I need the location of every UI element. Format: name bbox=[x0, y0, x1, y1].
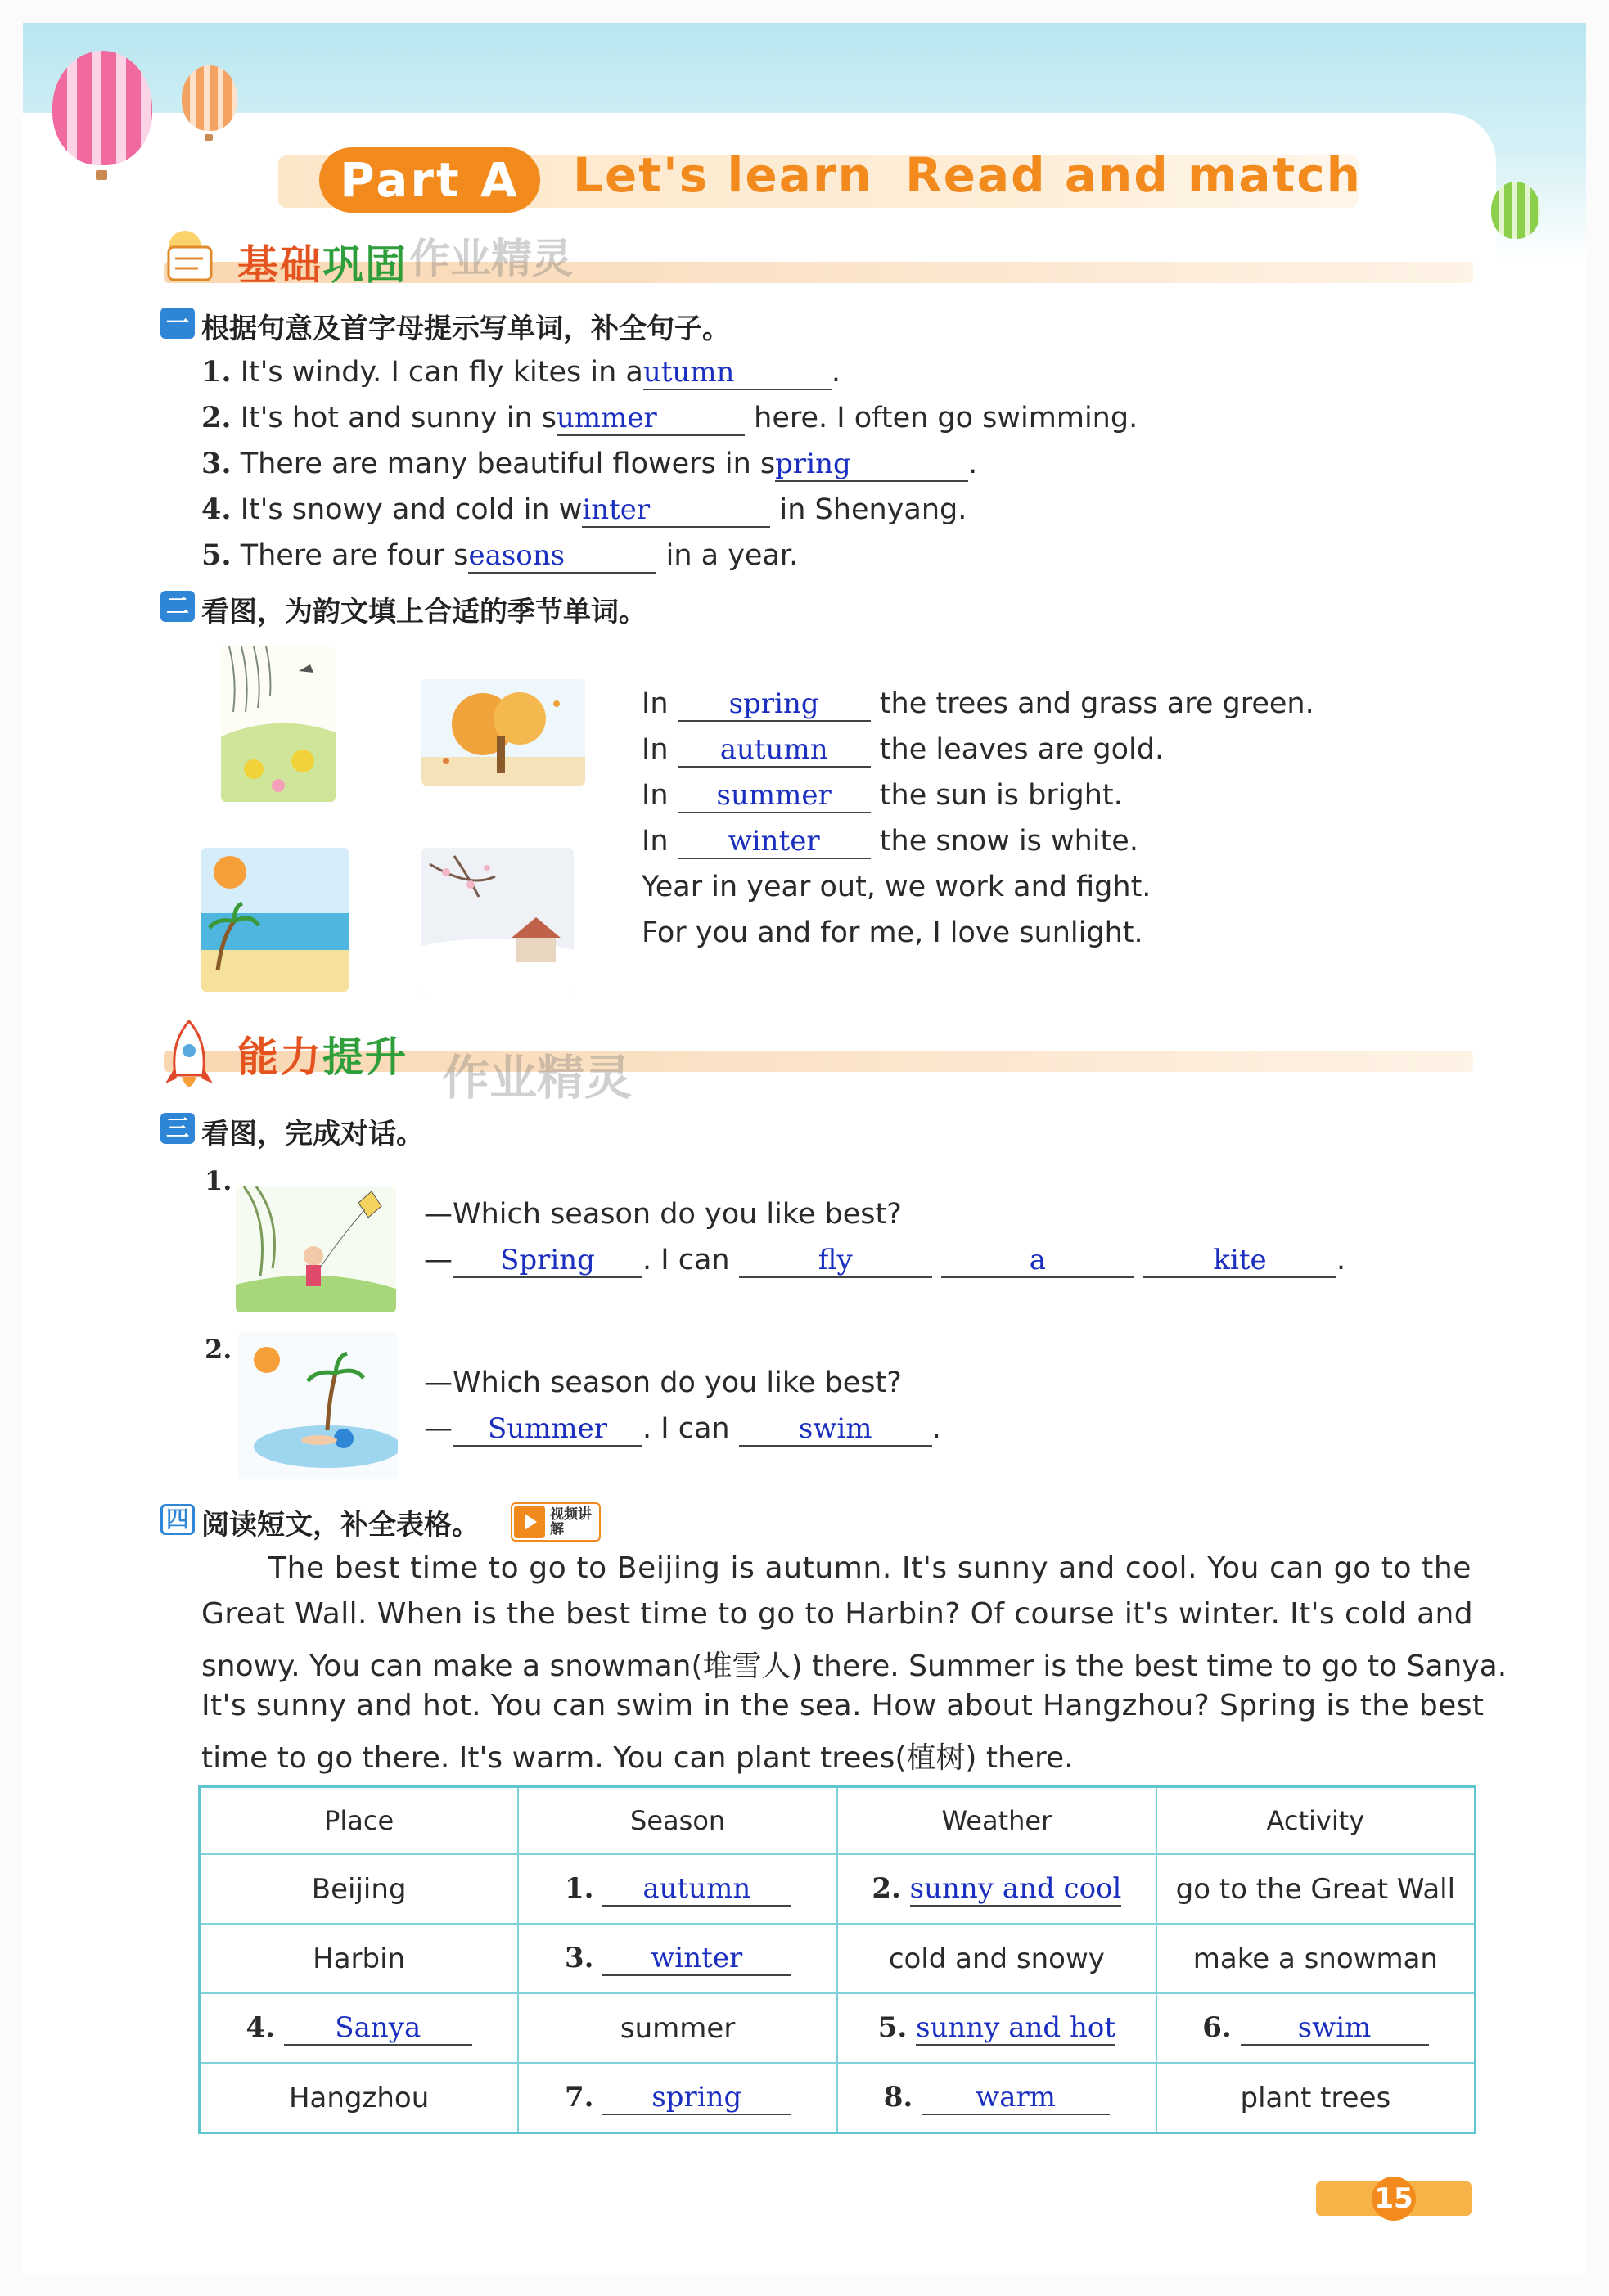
dialog-dash: — bbox=[424, 1412, 453, 1445]
page-number: 15 bbox=[1372, 2177, 1416, 2221]
info-table bbox=[198, 1785, 1476, 2134]
table-header: Activity bbox=[1156, 1787, 1476, 1855]
answer-blank[interactable]: sunny and cool bbox=[909, 1871, 1122, 1905]
answer-blank[interactable]: ummer bbox=[557, 402, 745, 436]
table-row bbox=[200, 1993, 1476, 2063]
item-number: 2. bbox=[201, 401, 232, 434]
q1-item bbox=[201, 538, 798, 574]
item-text-end: . bbox=[831, 356, 841, 389]
item-text: It's windy. I can fly kites in a bbox=[240, 356, 643, 389]
question-badge-1: 一 bbox=[160, 308, 195, 339]
answer-blank[interactable]: fly bbox=[739, 1244, 932, 1278]
item-text-end: in a year. bbox=[665, 539, 799, 572]
watermark: 作业精灵 bbox=[442, 1050, 633, 1105]
cell-number: 6. bbox=[1202, 2010, 1232, 2044]
table-row bbox=[200, 1854, 1476, 1924]
table-header-row bbox=[200, 1787, 1476, 1855]
table-cell bbox=[837, 1993, 1156, 2063]
dialog-answer-line bbox=[424, 1244, 1345, 1278]
dialog-number: 2. bbox=[205, 1334, 232, 1365]
rhyme-line bbox=[642, 733, 1164, 768]
section-title-ability bbox=[237, 1024, 408, 1083]
table-cell bbox=[518, 1854, 837, 1924]
table-header: Place bbox=[200, 1787, 519, 1855]
balloon-basket-icon bbox=[96, 170, 107, 180]
cell-number: 3. bbox=[564, 1941, 594, 1974]
passage-line: The best time to go to Beijing is autumn. It's sunny and cool. You can go to the bbox=[268, 1551, 1472, 1585]
winter-picture bbox=[421, 848, 574, 995]
rhyme-in: In bbox=[642, 687, 669, 720]
dialog-answer-line bbox=[424, 1412, 941, 1447]
balloon-orange-icon bbox=[182, 65, 237, 131]
balloon-pink-icon bbox=[52, 51, 152, 165]
answer-blank[interactable]: swim bbox=[739, 1412, 932, 1447]
lesson-title-learn: Let's learn bbox=[573, 147, 873, 203]
dialog-i-can: . I can bbox=[642, 1244, 730, 1276]
item-text: It's snowy and cold in w bbox=[240, 493, 583, 526]
table-header: Season bbox=[518, 1787, 837, 1855]
summer-picture bbox=[201, 848, 349, 992]
passage-line: time to go there. It's warm. You can plant trees(植树) there. bbox=[201, 1741, 1074, 1775]
table-cell bbox=[518, 1924, 837, 1993]
item-text: There are many beautiful flowers in s bbox=[240, 448, 776, 480]
answer-blank[interactable]: spring bbox=[678, 687, 871, 722]
question-instruction-2: 看图，为韵文填上合适的季节单词。 bbox=[201, 596, 647, 628]
question-instruction-3: 看图，完成对话。 bbox=[201, 1118, 424, 1150]
answer-blank[interactable]: warm bbox=[922, 2081, 1110, 2115]
dialog-period: . bbox=[1336, 1244, 1346, 1276]
lesson-title-read-match: Read and match bbox=[905, 147, 1362, 203]
rocket-icon bbox=[160, 1018, 218, 1096]
table-cell: make a snowman bbox=[1156, 1924, 1476, 1993]
answer-blank[interactable]: winter bbox=[678, 825, 871, 859]
section-title-part-b: 巩固 bbox=[322, 241, 408, 289]
table-cell bbox=[1156, 1993, 1476, 2063]
table-row bbox=[200, 2063, 1476, 2133]
cell-number: 8. bbox=[883, 2080, 913, 2114]
table-cell: Beijing bbox=[200, 1854, 519, 1924]
balloon-basket-small-icon bbox=[205, 134, 213, 141]
dialog-number: 1. bbox=[205, 1165, 232, 1196]
q1-item bbox=[201, 401, 1138, 436]
spring-picture bbox=[221, 646, 336, 802]
item-number: 4. bbox=[201, 493, 232, 526]
table-cell bbox=[837, 2063, 1156, 2133]
balloon-green-icon bbox=[1491, 182, 1540, 239]
rhyme-in: In bbox=[642, 733, 669, 766]
rhyme-in: In bbox=[642, 825, 669, 858]
answer-blank[interactable]: summer bbox=[678, 779, 871, 813]
cell-number: 7. bbox=[564, 2080, 594, 2114]
rhyme-extra-line: Year in year out, we work and fight. bbox=[642, 871, 1152, 903]
answer-blank[interactable]: winter bbox=[602, 1942, 791, 1976]
q1-item bbox=[201, 493, 967, 528]
dialog-i-can: . I can bbox=[642, 1412, 730, 1445]
question-instruction-4: 阅读短文，补全表格。 bbox=[201, 1509, 480, 1542]
answer-blank[interactable]: Sanya bbox=[284, 2011, 472, 2046]
q1-item bbox=[201, 355, 841, 390]
item-number: 3. bbox=[201, 447, 232, 480]
cell-number: 1. bbox=[564, 1871, 594, 1905]
answer-blank[interactable]: Spring bbox=[453, 1244, 642, 1278]
table-cell: plant trees bbox=[1156, 2063, 1476, 2133]
answer-blank[interactable]: Summer bbox=[453, 1412, 642, 1447]
table-cell bbox=[837, 1854, 1156, 1924]
table-row bbox=[200, 1924, 1476, 1993]
q1-item bbox=[201, 447, 977, 482]
item-text: There are four s bbox=[240, 539, 469, 572]
answer-blank[interactable]: pring bbox=[775, 448, 968, 482]
table-cell: go to the Great Wall bbox=[1156, 1854, 1476, 1924]
cell-number: 2. bbox=[872, 1871, 901, 1905]
rhyme-extra-line: For you and for me, I love sunlight. bbox=[642, 916, 1143, 949]
section-title-part-b: 提升 bbox=[322, 1033, 408, 1081]
dialog-question: —Which season do you like best? bbox=[424, 1198, 902, 1231]
rhyme-text: the sun is bright. bbox=[879, 779, 1123, 812]
table-cell: Hangzhou bbox=[200, 2063, 519, 2133]
table-cell: cold and snowy bbox=[837, 1924, 1156, 1993]
section-title-basics bbox=[237, 232, 408, 291]
question-instruction-1: 根据句意及首字母提示写单词，补全句子。 bbox=[201, 313, 730, 345]
rhyme-line bbox=[642, 687, 1314, 722]
answer-blank[interactable]: easons bbox=[468, 539, 656, 574]
dialog-period: . bbox=[931, 1412, 941, 1445]
part-label: Part A bbox=[319, 147, 540, 213]
section-title-part-a: 基础 bbox=[237, 241, 322, 289]
video-explanation-button[interactable] bbox=[511, 1502, 601, 1542]
rhyme-in: In bbox=[642, 779, 669, 812]
item-text-end: . bbox=[968, 448, 978, 480]
swim-picture bbox=[237, 1332, 398, 1479]
video-label: 视频讲解 bbox=[550, 1506, 592, 1537]
scroll-icon bbox=[157, 223, 228, 288]
item-text-end: here. I often go swimming. bbox=[754, 402, 1138, 434]
rhyme-text: the leaves are gold. bbox=[879, 733, 1165, 766]
answer-blank[interactable]: utumn bbox=[643, 356, 832, 390]
table-cell: Harbin bbox=[200, 1924, 519, 1993]
rhyme-line bbox=[642, 779, 1123, 813]
passage-line: snowy. You can make a snowman(堆雪人) there. Summer is the best time to go to Sanya. bbox=[201, 1650, 1508, 1683]
rhyme-text: the snow is white. bbox=[879, 825, 1138, 858]
answer-blank[interactable]: sunny and hot bbox=[916, 2010, 1115, 2044]
table-cell bbox=[518, 2063, 837, 2133]
rhyme-line bbox=[642, 825, 1138, 859]
passage-line: It's sunny and hot. You can swim in the sea. How about Hangzhou? Spring is the best bbox=[201, 1689, 1485, 1722]
play-icon bbox=[514, 1506, 545, 1538]
answer-blank[interactable]: autumn bbox=[678, 733, 871, 768]
table-cell: summer bbox=[518, 1993, 837, 2063]
passage-line: Great Wall. When is the best time to go to Harbin? Of course it's winter. It's cold and bbox=[201, 1597, 1474, 1631]
question-badge-3: 三 bbox=[160, 1113, 195, 1144]
answer-blank[interactable]: autumn bbox=[602, 1872, 791, 1907]
question-badge-2: 二 bbox=[160, 591, 195, 622]
answer-blank[interactable]: inter bbox=[582, 493, 770, 528]
item-number: 5. bbox=[201, 538, 232, 572]
cell-number: 5. bbox=[877, 2010, 908, 2044]
section-title-part-a: 能力 bbox=[237, 1033, 322, 1081]
kite-picture bbox=[236, 1186, 396, 1312]
watermark: 作业精灵 bbox=[409, 235, 573, 282]
dialog-question: —Which season do you like best? bbox=[424, 1366, 902, 1399]
answer-blank[interactable]: a bbox=[941, 1244, 1134, 1278]
dialog-dash: — bbox=[424, 1244, 453, 1276]
table-header: Weather bbox=[837, 1787, 1156, 1855]
question-badge-4: 四 bbox=[160, 1504, 195, 1535]
rhyme-text: the trees and grass are green. bbox=[879, 687, 1314, 720]
item-text-end: in Shenyang. bbox=[779, 493, 967, 526]
item-text: It's hot and sunny in s bbox=[240, 402, 557, 434]
answer-blank[interactable]: kite bbox=[1143, 1244, 1336, 1278]
table-cell bbox=[200, 1993, 519, 2063]
item-number: 1. bbox=[201, 355, 232, 389]
answer-blank[interactable]: swim bbox=[1241, 2011, 1429, 2046]
autumn-picture bbox=[421, 679, 585, 786]
answer-blank[interactable]: spring bbox=[602, 2081, 791, 2115]
cell-number: 4. bbox=[246, 2010, 275, 2044]
